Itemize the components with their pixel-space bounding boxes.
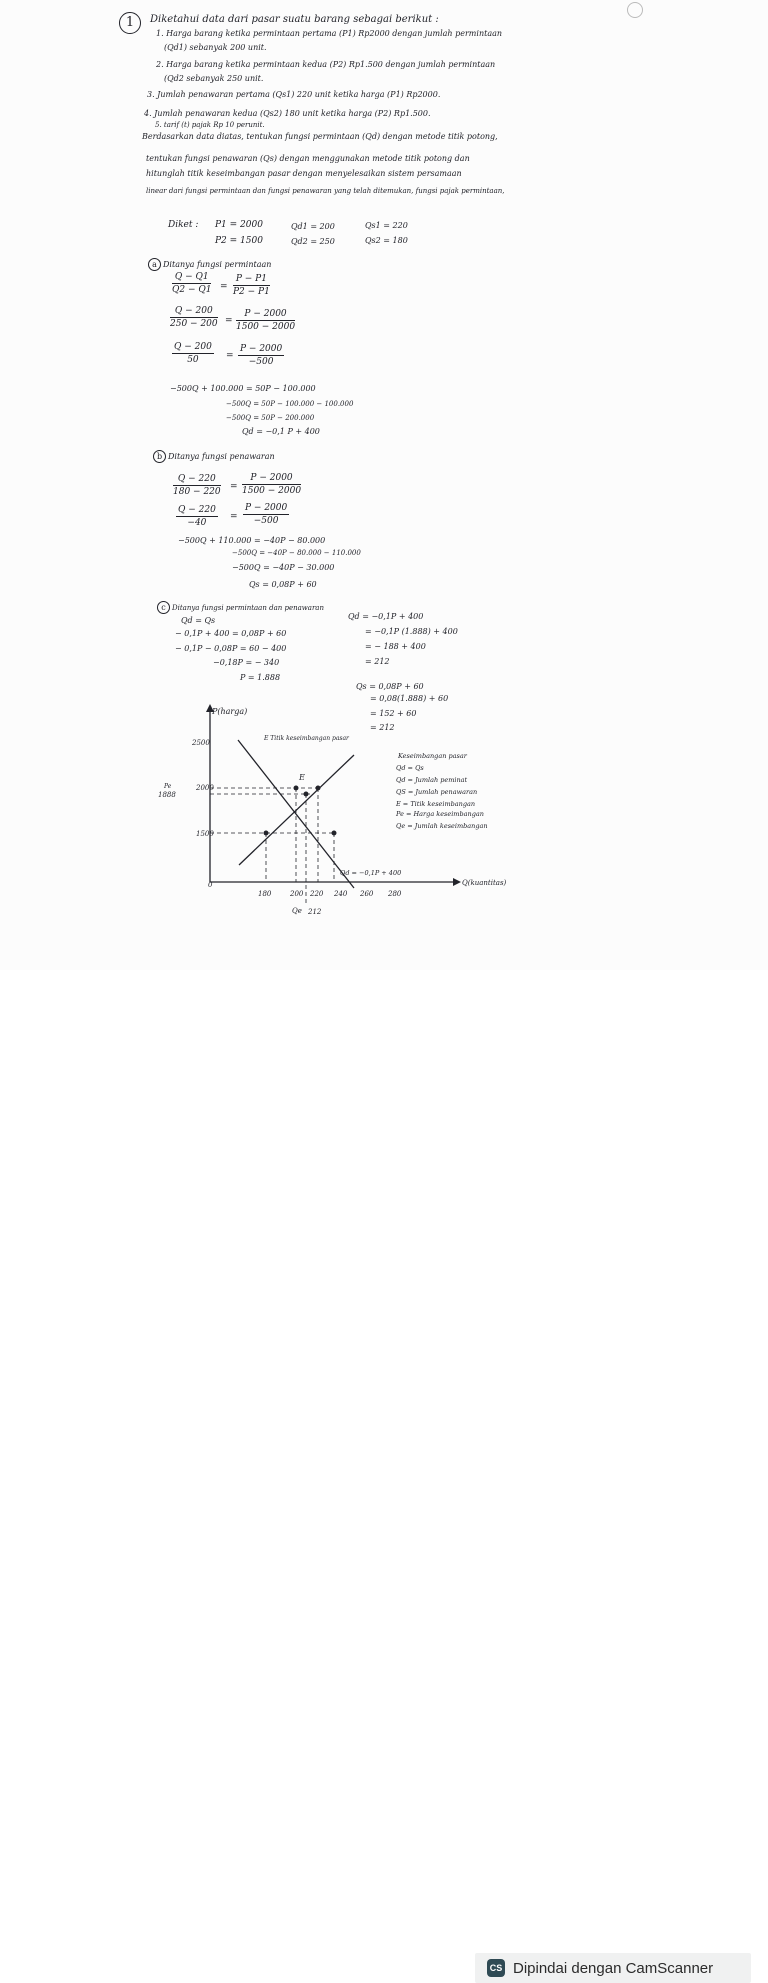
known-qd2: Qd2 = 250 [291, 237, 335, 246]
part-c-qd-2: = −0,1P (1.888) + 400 [365, 627, 458, 636]
fraction-denominator: 1500 − 2000 [236, 322, 296, 332]
part-b-step-2: −500Q = −40P − 80.000 − 110.000 [232, 549, 361, 557]
part-b-result: Qs = 0,08P + 60 [249, 580, 317, 589]
fraction-denominator: 50 [187, 355, 199, 365]
fraction-numerator: P − 2000 [236, 309, 295, 321]
part-b-fraction-2-left [176, 505, 218, 528]
fraction-numerator: Q − 200 [174, 342, 212, 352]
part-b-marker: b [153, 450, 166, 463]
known-label: Diket : [168, 220, 199, 230]
legend-item-3: QS = Jumlah penawaran [396, 788, 478, 796]
part-a-step-3: −500Q = 50P − 200.000 [226, 414, 315, 422]
fraction-denominator: −40 [187, 518, 207, 528]
known-qs1: Qs1 = 220 [365, 221, 408, 230]
y-axis-label: P(harga) [212, 707, 248, 716]
camscanner-logo-icon: CS [487, 1959, 505, 1977]
equals-sign: = [230, 512, 238, 522]
footer-bar [0, 970, 768, 1977]
fraction-numerator: Q − 200 [170, 306, 218, 318]
fraction-denominator: 250 − 200 [170, 319, 218, 329]
part-b-heading [153, 450, 275, 463]
point-c [264, 831, 269, 836]
qe-value: 212 [308, 908, 322, 916]
part-a-fraction-3-left [172, 342, 214, 365]
instruction-line-2: tentukan fungsi penawaran (Qs) dengan menggunakan metode titik potong dan [146, 154, 470, 163]
instruction-line-4: linear dari fungsi permintaan dan fungsi penawaran yang telah ditemukan, fungsi pajak permintaan, [146, 187, 505, 195]
fraction-numerator: Q − Q1 [172, 272, 211, 284]
part-c-heading [157, 601, 324, 614]
part-a-result: Qd = −0,1 P + 400 [242, 427, 320, 436]
x-tick-200: 200 [290, 890, 304, 898]
x-axis-label: Q(kuantitas) [462, 879, 507, 887]
part-a-fraction-2-left [170, 306, 218, 329]
part-b-fraction-2-right [243, 503, 289, 526]
e-label: E [299, 773, 305, 782]
fraction-numerator: P − P1 [233, 274, 270, 286]
part-c-qd-1: Qd = −0,1P + 400 [348, 612, 424, 621]
scanned-page [0, 0, 768, 970]
part-a-heading-text: Ditanya fungsi permintaan [163, 260, 272, 269]
page-corner-mark [627, 2, 643, 18]
instruction-line-3: hitunglah titik keseimbangan pasar dengan menyelesaikan sistem persamaan [146, 169, 462, 178]
intro-text: Diketahui data dari pasar suatu barang sebagai berikut : [150, 14, 439, 25]
part-a-step-2: −500Q = 50P − 100.000 − 100.000 [226, 400, 354, 408]
fraction-numerator: P − 2000 [240, 344, 283, 354]
part-c-qs-3: = 152 + 60 [370, 709, 417, 718]
part-a-marker: a [148, 258, 161, 271]
demand-line [239, 755, 354, 865]
point-a [294, 786, 299, 791]
x-tick-180: 180 [258, 890, 272, 898]
y-tick-1500: 1500 [196, 830, 214, 838]
part-a-step-1: −500Q + 100.000 = 50P − 100.000 [170, 384, 316, 393]
fraction-numerator: P − 2000 [245, 503, 288, 513]
part-b-heading-text: Ditanya fungsi penawaran [168, 452, 275, 461]
part-a-fraction-1-left [172, 272, 211, 295]
camscanner-badge[interactable] [475, 1953, 751, 1983]
equals-sign: = [226, 351, 234, 361]
fraction-denominator: −500 [248, 357, 274, 367]
part-c-qs-1: Qs = 0,08P + 60 [356, 682, 424, 691]
item-line-1: 1. Harga barang ketika permintaan pertama (P1) Rp2000 dengan jumlah permintaan [156, 29, 503, 38]
part-c-qs-2: = 0,08(1.888) + 60 [370, 694, 449, 703]
fraction-denominator: −500 [253, 516, 279, 526]
part-c-left-1: Qd = Qs [181, 616, 216, 625]
equilibrium-annotation: E Titik keseimbangan pasar [264, 735, 349, 742]
x-axis-arrow-icon [453, 878, 461, 886]
item-line-2: (Qd1) sebanyak 200 unit. [164, 43, 267, 52]
fraction-denominator: 1500 − 2000 [242, 486, 302, 496]
equals-sign: = [230, 482, 238, 492]
part-c-left-3: − 0,1P − 0,08P = 60 − 400 [175, 644, 287, 653]
point-b [316, 786, 321, 791]
qe-label: Qe [292, 907, 302, 915]
legend-item-5: Pe = Harga keseimbangan [396, 810, 484, 818]
legend-item-4: E = Titik keseimbangan [396, 800, 476, 808]
part-b-fraction-1-right [242, 473, 301, 496]
equals-sign: = [220, 282, 228, 292]
part-c-left-4: −0,18P = − 340 [213, 658, 280, 667]
known-p2: P2 = 1500 [215, 236, 263, 246]
part-c-qs-4: = 212 [370, 723, 395, 732]
part-a-fraction-3-right [238, 344, 284, 367]
camscanner-text: Dipindai dengan CamScanner [513, 1959, 714, 1977]
known-qd1: Qd1 = 200 [291, 222, 335, 231]
fraction-numerator: Q − 220 [173, 474, 221, 486]
legend-item-1: Qd = Qs [396, 764, 424, 772]
item-line-4: (Qd2 sebanyak 250 unit. [164, 74, 264, 83]
equals-sign: = [225, 316, 233, 326]
origin-label: 0 [208, 881, 213, 889]
item-line-7: 5. tarif (t) pajak Rp 10 perunit. [155, 121, 265, 129]
x-tick-220: 220 [310, 890, 324, 898]
instruction-line-1: Berdasarkan data diatas, tentukan fungsi permintaan (Qd) dengan metode titik potong, [142, 132, 498, 141]
part-c-heading-text: Ditanya fungsi permintaan dan penawaran [172, 604, 324, 612]
legend-item-6: Qe = Jumlah keseimbangan [396, 822, 488, 830]
part-b-step-3: −500Q = −40P − 30.000 [232, 563, 335, 572]
fraction-denominator: P2 − P1 [233, 287, 270, 297]
known-p1: P1 = 2000 [215, 220, 263, 230]
known-qs2: Qs2 = 180 [365, 236, 408, 245]
fraction-denominator: Q2 − Q1 [172, 285, 212, 295]
pe-value: 1888 [158, 791, 176, 799]
part-a-fraction-2-right [236, 309, 295, 332]
part-c-qd-3: = − 188 + 400 [365, 642, 426, 651]
part-c-left-5: P = 1.888 [240, 673, 281, 682]
part-b-step-1: −500Q + 110.000 = −40P − 80.000 [178, 536, 326, 545]
fraction-denominator: 180 − 220 [173, 487, 221, 497]
equilibrium-point [304, 792, 309, 797]
point-d [332, 831, 337, 836]
part-c-qd-4: = 212 [365, 657, 390, 666]
demand-function-label: Qd = −0,1P + 400 [340, 869, 402, 877]
item-line-5: 3. Jumlah penawaran pertama (Qs1) 220 unit ketika harga (P1) Rp2000. [147, 90, 441, 99]
fraction-numerator: P − 2000 [242, 473, 301, 485]
y-tick-2500: 2500 [192, 739, 210, 747]
legend-title: Keseimbangan pasar [398, 752, 467, 760]
equilibrium-graph [150, 700, 530, 930]
part-b-fraction-1-left [173, 474, 221, 497]
pe-label: Pe [164, 783, 172, 790]
y-tick-2000: 2000 [196, 784, 214, 792]
item-line-3: 2. Harga barang ketika permintaan kedua (P2) Rp1.500 dengan jumlah permintaan [156, 60, 496, 69]
part-c-marker: c [157, 601, 170, 614]
x-tick-280: 280 [388, 890, 402, 898]
problem-number: 1 [119, 12, 141, 34]
fraction-numerator: Q − 220 [178, 505, 216, 515]
legend-item-2: Qd = Jumlah peminat [396, 776, 468, 784]
x-tick-240: 240 [334, 890, 348, 898]
part-c-left-2: − 0,1P + 400 = 0,08P + 60 [175, 629, 287, 638]
item-line-6: 4. Jumlah penawaran kedua (Qs2) 180 unit ketika harga (P2) Rp1.500. [144, 109, 431, 118]
part-a-heading [148, 258, 271, 271]
part-a-fraction-1-right [233, 274, 270, 297]
x-tick-260: 260 [360, 890, 374, 898]
